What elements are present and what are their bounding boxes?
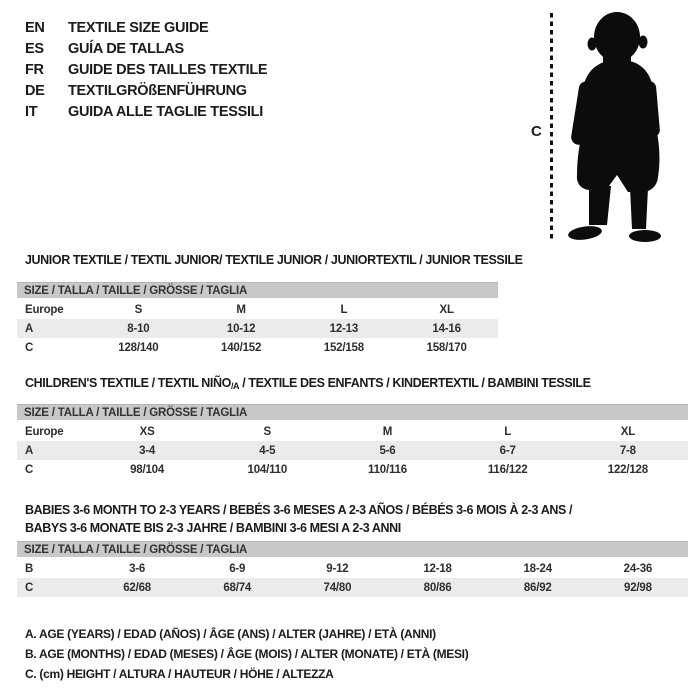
size-cell: 8-10 [87, 319, 190, 338]
size-header-row [17, 283, 498, 300]
size-cell: 86/92 [488, 578, 588, 597]
toddler-silhouette-icon [555, 5, 691, 247]
size-cell: L [504, 425, 512, 438]
size-cell: S [134, 303, 143, 316]
table-row [17, 558, 688, 578]
table-row [17, 441, 688, 460]
language-code: DE [25, 83, 45, 99]
size-cell: M [382, 425, 393, 438]
footnotes [25, 624, 468, 684]
size-cell: 116/122 [487, 463, 528, 476]
footnote-a: A. AGE (YEARS) / EDAD (AÑOS) / ÂGE (ANS) / ALTER (JAHRE) / ETÀ (ANNI) [25, 627, 436, 641]
ear [588, 38, 597, 51]
size-cell: 68/74 [187, 578, 287, 597]
size-header-row [17, 542, 688, 559]
babies-size-table [17, 541, 688, 597]
table-row [17, 460, 688, 479]
size-cell: 62/68 [87, 578, 187, 597]
table-row [17, 299, 498, 319]
size-cell: 74/80 [287, 578, 387, 597]
size-cell: L [340, 303, 348, 316]
language-row [25, 81, 267, 102]
ear [639, 36, 648, 49]
row-label: A [17, 441, 87, 460]
size-cell: 5-6 [327, 441, 447, 460]
language-row [25, 39, 267, 60]
size-header: SIZE / TALLA / TAILLE / GRÖSSE / TAGLIA [17, 405, 688, 422]
babies-title-line1: BABIES 3-6 MONTH TO 2-3 YEARS / BEBÉS 3-6 MESES A 2-3 AÑOS / BÉBÉS 3-6 MOIS À 2-3 ANS / [25, 503, 573, 517]
children-size-table [17, 404, 688, 479]
row-label: C [17, 578, 87, 597]
junior-table-title: JUNIOR TEXTILE / TEXTIL JUNIOR/ TEXTILE JUNIOR / JUNIORTEXTIL / JUNIOR TESSILE [25, 253, 523, 267]
language-code: IT [25, 104, 38, 120]
row-label: C [25, 463, 34, 476]
children-table-title [25, 376, 591, 391]
size-header: SIZE / TALLA / TAILLE / GRÖSSE / TAGLIA [17, 283, 498, 300]
foot-right [629, 230, 661, 242]
size-cell: 4-5 [207, 441, 327, 460]
height-dashed-line [550, 13, 553, 241]
junior-size-table [17, 282, 498, 357]
row-label: Europe [25, 303, 64, 316]
leg-left [589, 186, 611, 225]
size-cell: XS [139, 425, 155, 438]
title-part: / TEXTILE DES ENFANTS / KINDERTEXTIL / BAMBINI TESSILE [239, 376, 591, 390]
size-cell: 24-36 [623, 562, 653, 575]
language-label: GUIDA ALLE TAGLIE TESSILI [68, 104, 263, 120]
size-cell: XL [439, 303, 454, 316]
title-subscript: /A [230, 381, 240, 391]
language-row [25, 18, 267, 39]
size-cell: 128/140 [118, 341, 159, 354]
size-cell: 152/158 [323, 341, 364, 354]
size-cell: 6-7 [448, 441, 568, 460]
size-cell: 12-18 [423, 562, 452, 575]
table-row [17, 319, 498, 338]
size-cell: 3-6 [129, 562, 146, 575]
size-cell: 92/98 [588, 578, 688, 597]
language-code: EN [25, 20, 45, 36]
size-cell: 10-12 [190, 319, 293, 338]
size-cell: 3-4 [87, 441, 207, 460]
language-list [25, 18, 267, 123]
row-label: C [25, 341, 34, 354]
size-cell: XL [620, 425, 636, 438]
head [594, 12, 640, 62]
table-row [17, 338, 498, 357]
title-part: CHILDREN'S TEXTILE / TEXTIL NIÑO [25, 376, 231, 390]
size-cell: 158/170 [426, 341, 467, 354]
size-cell: 14-16 [395, 319, 498, 338]
table-row [17, 578, 688, 597]
language-label: TEXTILGRÖßENFÜHRUNG [68, 83, 247, 99]
language-code: FR [25, 62, 44, 78]
size-cell: 9-12 [326, 562, 349, 575]
size-cell: 80/86 [387, 578, 487, 597]
size-cell: 140/152 [221, 341, 262, 354]
size-cell: 104/110 [247, 463, 288, 476]
language-row [25, 60, 267, 81]
table-row [17, 421, 688, 441]
language-label: TEXTILE SIZE GUIDE [68, 20, 209, 36]
size-cell: 110/116 [368, 463, 407, 476]
language-code: ES [25, 41, 44, 57]
footnote-b: B. AGE (MONTHS) / EDAD (MESES) / ÂGE (MOIS) / ALTER (MONATE) / ETÀ (MESI) [25, 647, 469, 661]
row-label: Europe [25, 425, 64, 438]
shorts [577, 123, 660, 192]
size-cell: 98/104 [130, 463, 165, 476]
babies-title-line2: BABYS 3-6 MONATE BIS 2-3 JAHRE / BAMBINI 3-6 MESI A 2-3 ANNI [25, 521, 401, 535]
size-cell: 18-24 [523, 562, 552, 575]
leg-right [630, 188, 648, 229]
row-label: A [17, 319, 87, 338]
babies-table-title [25, 501, 572, 537]
size-header: SIZE / TALLA / TAILLE / GRÖSSE / TAGLIA [17, 542, 688, 559]
size-cell: 6-9 [229, 562, 246, 575]
size-cell: 7-8 [568, 441, 688, 460]
size-cell: S [263, 425, 272, 438]
size-cell: 122/128 [607, 463, 648, 476]
footnote-c: C. (cm) HEIGHT / ALTURA / HAUTEUR / HÖHE / ALTEZZA [25, 667, 334, 681]
language-label: GUIDE DES TAILLES TEXTILE [68, 62, 268, 78]
size-cell: 12-13 [293, 319, 396, 338]
height-measure-label: C [531, 123, 542, 140]
row-label: B [25, 562, 34, 575]
size-header-row [17, 405, 688, 422]
size-cell: M [236, 303, 246, 316]
language-label: GUÍA DE TALLAS [68, 41, 184, 57]
foot-left [567, 224, 602, 242]
language-row [25, 102, 267, 123]
figure-area [520, 0, 700, 250]
